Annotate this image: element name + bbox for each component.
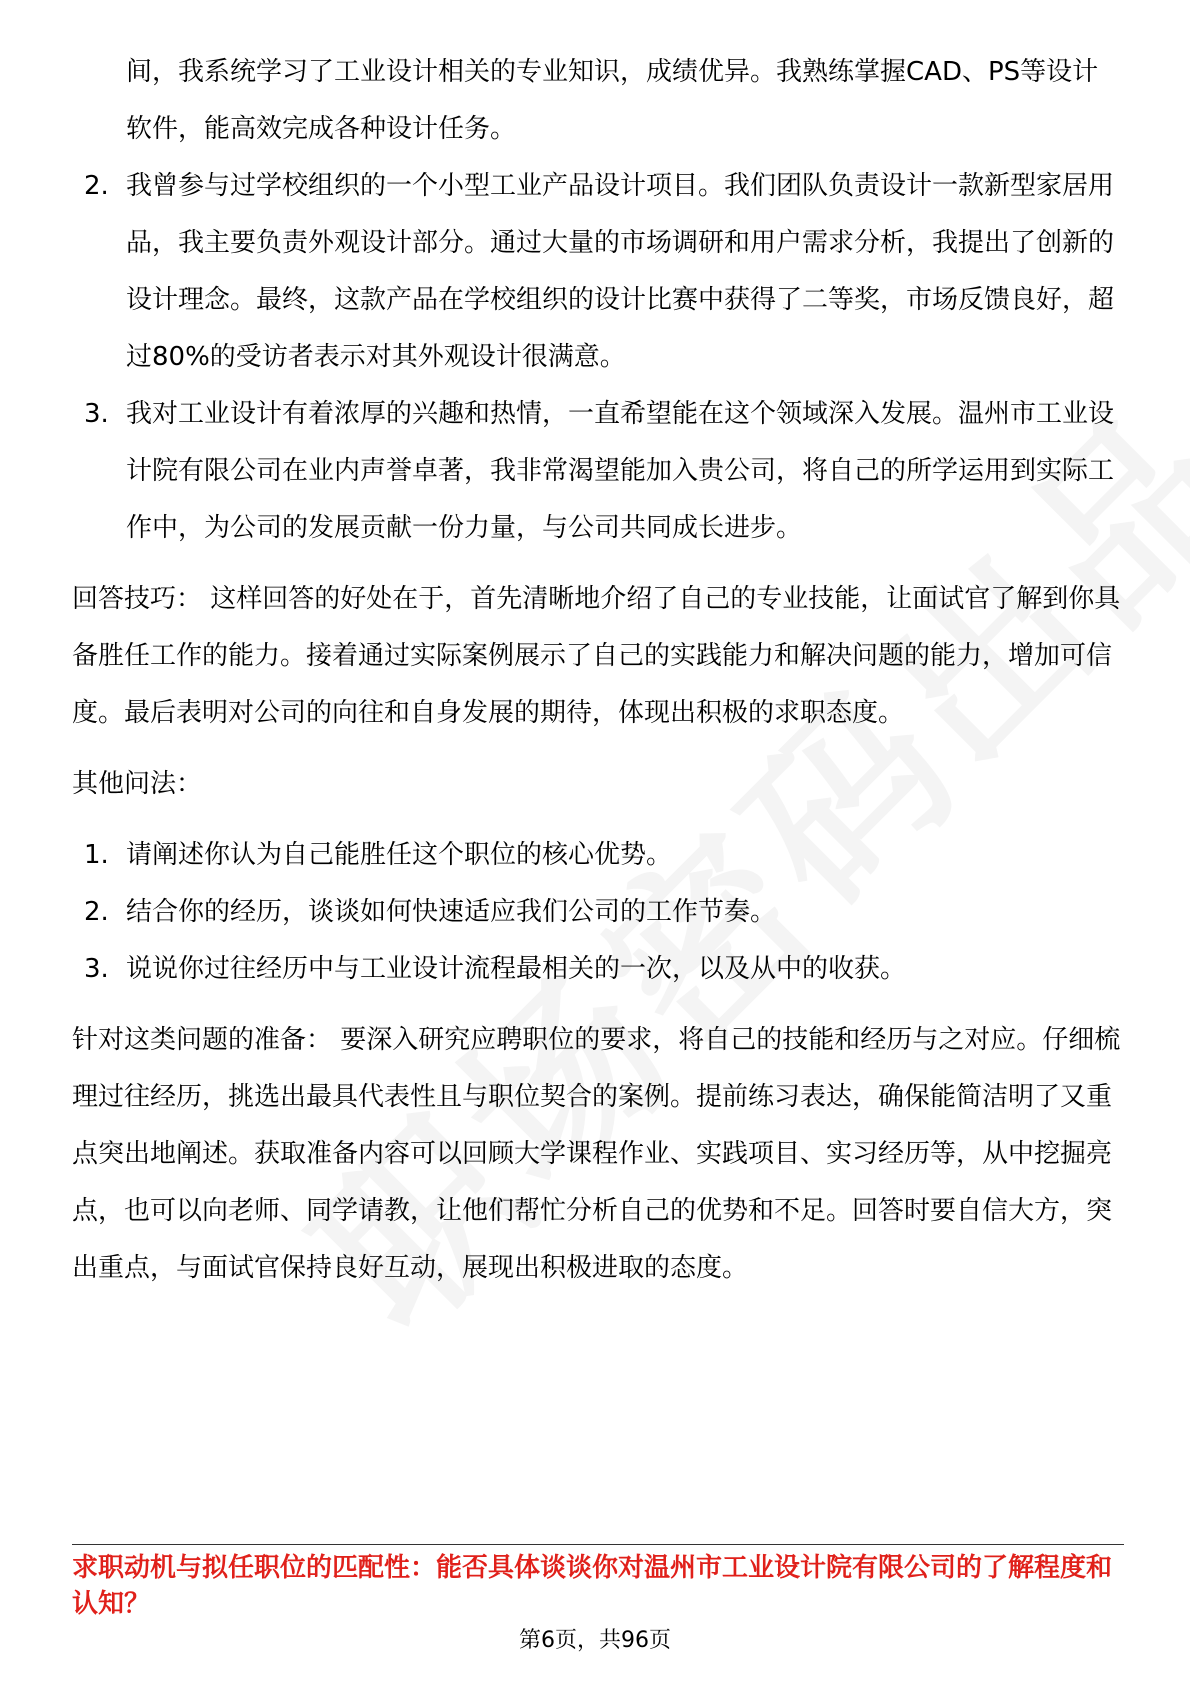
list-item: [72, 941, 1122, 998]
answer-list: [72, 44, 1122, 557]
next-question-heading: 求职动机与拟任职位的匹配性：能否具体谈谈你对温州市工业设计院有限公司的了解程度和认知？: [72, 1553, 1113, 1619]
list-item-number: 2.: [84, 897, 109, 927]
page-number: 第6页，共96页: [519, 1628, 671, 1653]
list-item-text: 请阐述你认为自己能胜任这个职位的核心优势。: [126, 840, 673, 870]
list-item: [72, 386, 1122, 557]
list-item: [72, 884, 1122, 941]
list-item-text: 我对工业设计有着浓厚的兴趣和热情，一直希望能在这个领域深入发展。温州市工业设计院有限公司在业内声誉卓著，我非常渴望能加入贵公司，将自己的所学运用到实际工作中，为公司的发展贡献一份力量，与公司共同成长进步。: [126, 399, 1115, 543]
list-item-number: 3.: [84, 954, 109, 984]
answer-tips-text: 这样回答的好处在于，首先清晰地介绍了自己的专业技能，让面试官了解到你具备胜任工作的能力。接着通过实际案例展示了自己的实践能力和解决问题的能力，增加可信度。最后表明对公司的向往和自身发展的期待，体现出积极的求职态度。: [72, 584, 1121, 728]
list-item: [72, 44, 1122, 158]
page-content: [72, 44, 1122, 1297]
preparation-paragraph: [72, 1012, 1122, 1297]
list-item-text: 结合你的经历，谈谈如何快速适应我们公司的工作节奏。: [126, 897, 777, 927]
list-item-text: 我曾参与过学校组织的一个小型工业产品设计项目。我们团队负责设计一款新型家居用品，我主要负责外观设计部分。通过大量的市场调研和用户需求分析，我提出了创新的设计理念。最终，这款产品在学校组织的设计比赛中获得了二等奖，市场反馈良好，超过80%的受访者表示对其外观设计很满意。: [126, 171, 1115, 372]
preparation-text: 要深入研究应聘职位的要求，将自己的技能和经历与之对应。仔细梳理过往经历，挑选出最具代表性且与职位契合的案例。提前练习表达，确保能简洁明了又重点突出地阐述。获取准备内容可以回顾大学课程作业、实践项目、实习经历等，从中挖掘亮点，也可以向老师、同学请教，让他们帮忙分析自己的优势和不足。回答时要自信大方，突出重点，与面试官保持良好互动，展现出积极进取的态度。: [72, 1025, 1121, 1283]
other-questions-list: [72, 827, 1122, 998]
answer-tips-paragraph: [72, 571, 1122, 742]
list-item-number: 1.: [84, 840, 109, 870]
list-item-number: 2.: [84, 171, 109, 201]
list-item-text: 间，我系统学习了工业设计相关的专业知识，成绩优异。我熟练掌握CAD、PS等设计软件，能高效完成各种设计任务。: [126, 57, 1099, 144]
list-item-number: 3.: [84, 399, 109, 429]
answer-tips-label: 回答技巧：: [72, 584, 203, 614]
section-divider: [72, 1544, 1124, 1545]
list-item: [72, 827, 1122, 884]
list-item: [72, 158, 1122, 386]
list-item-text: 说说你过往经历中与工业设计流程最相关的一次，以及从中的收获。: [126, 954, 907, 984]
other-questions-label: 其他问法：: [72, 769, 203, 799]
preparation-label: 针对这类问题的准备：: [72, 1025, 333, 1055]
